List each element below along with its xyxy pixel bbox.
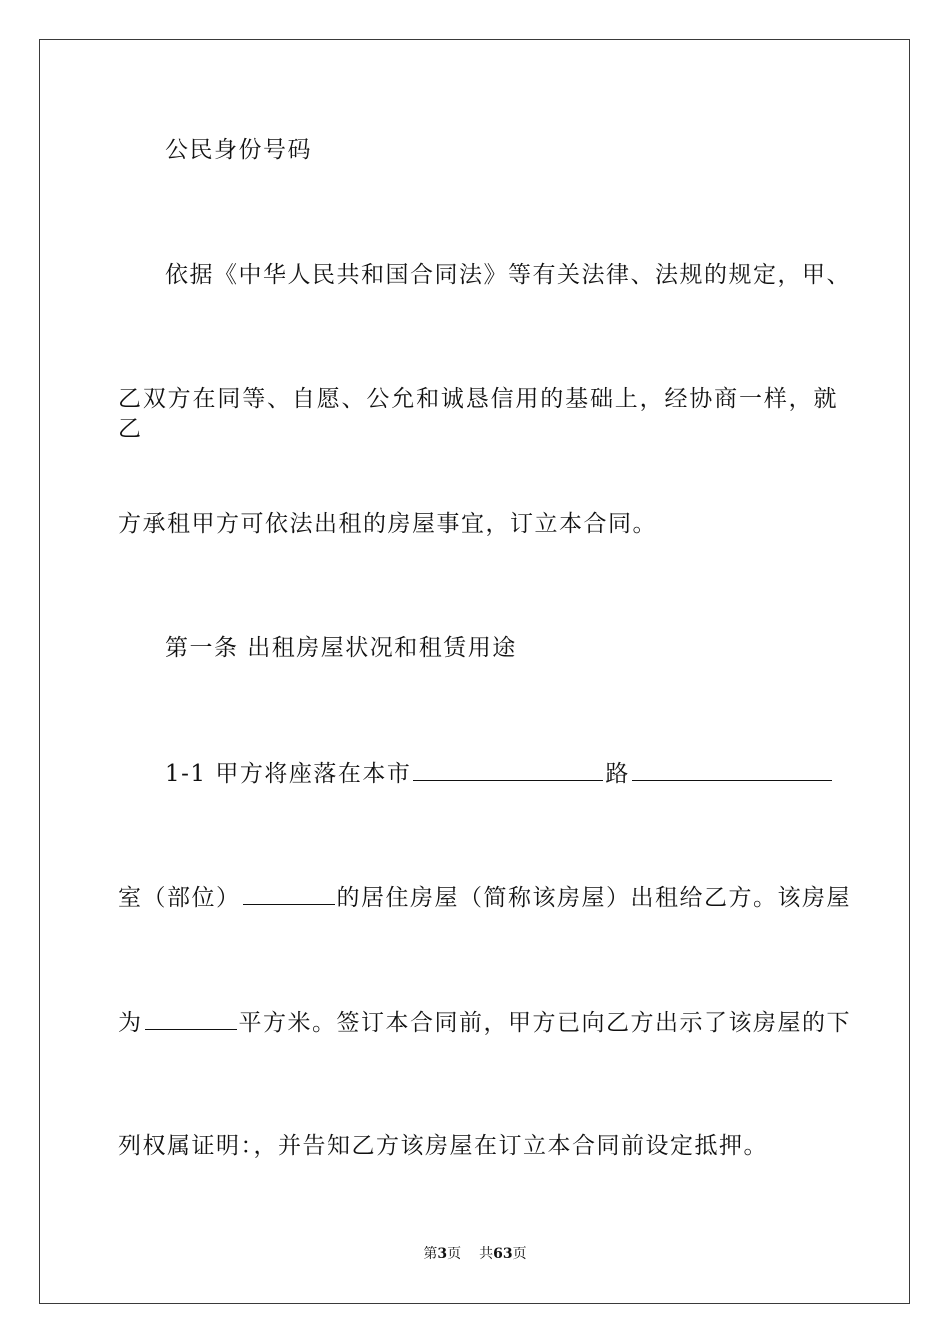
blank-room-field: [243, 882, 335, 905]
clause-1-1-room: 室（部位）: [118, 885, 241, 911]
blank-city-field: [413, 758, 603, 781]
clause-1-1-line-1: [165, 758, 837, 789]
paragraph-basis-line-3: 方承租甲方可依法出租的房屋事宜，订立本合同。: [118, 511, 657, 537]
footer-page-total: 63: [493, 1246, 513, 1262]
page-frame: [39, 39, 910, 1304]
page-footer: [0, 1245, 950, 1263]
clause-1-1-line-2: [118, 882, 851, 913]
footer-page-current: 3: [437, 1246, 448, 1262]
line-id-number-label: 公民身份号码: [165, 137, 312, 163]
article-1-heading: 第一条 出租房屋状况和租赁用途: [165, 635, 517, 661]
paragraph-basis-line-2: 乙双方在同等、自愿、公允和诚恳信用的基础上，经协商一样，就乙: [118, 386, 838, 442]
clause-1-1-prefix: 1-1 甲方将座落在本市: [165, 761, 412, 787]
footer-total-unit: 页: [512, 1246, 527, 1262]
blank-area-field: [145, 1007, 237, 1030]
paragraph-basis-line-1: 依据《中华人民共和国合同法》等有关法律、法规的规定，甲、: [165, 262, 851, 288]
footer-page-unit: 页: [447, 1246, 462, 1262]
clause-1-1-line-4: 列权属证明：，并告知乙方该房屋在订立本合同前设定抵押。: [118, 1133, 768, 1159]
clause-1-1-area-text: 平方米。签订本合同前，甲方已向乙方出示了该房屋的下: [238, 1010, 851, 1036]
clause-1-1-road: 路: [605, 761, 630, 787]
footer-page-prefix: 第: [423, 1246, 438, 1262]
clause-1-1-line-3: [118, 1007, 851, 1038]
clause-1-1-rental-text: 的居住房屋（简称该房屋）出租给乙方。该房屋: [336, 885, 851, 911]
footer-total-prefix: 共: [479, 1246, 494, 1262]
clause-1-1-area-prefix: 为: [118, 1010, 143, 1036]
blank-road-field: [632, 758, 832, 781]
